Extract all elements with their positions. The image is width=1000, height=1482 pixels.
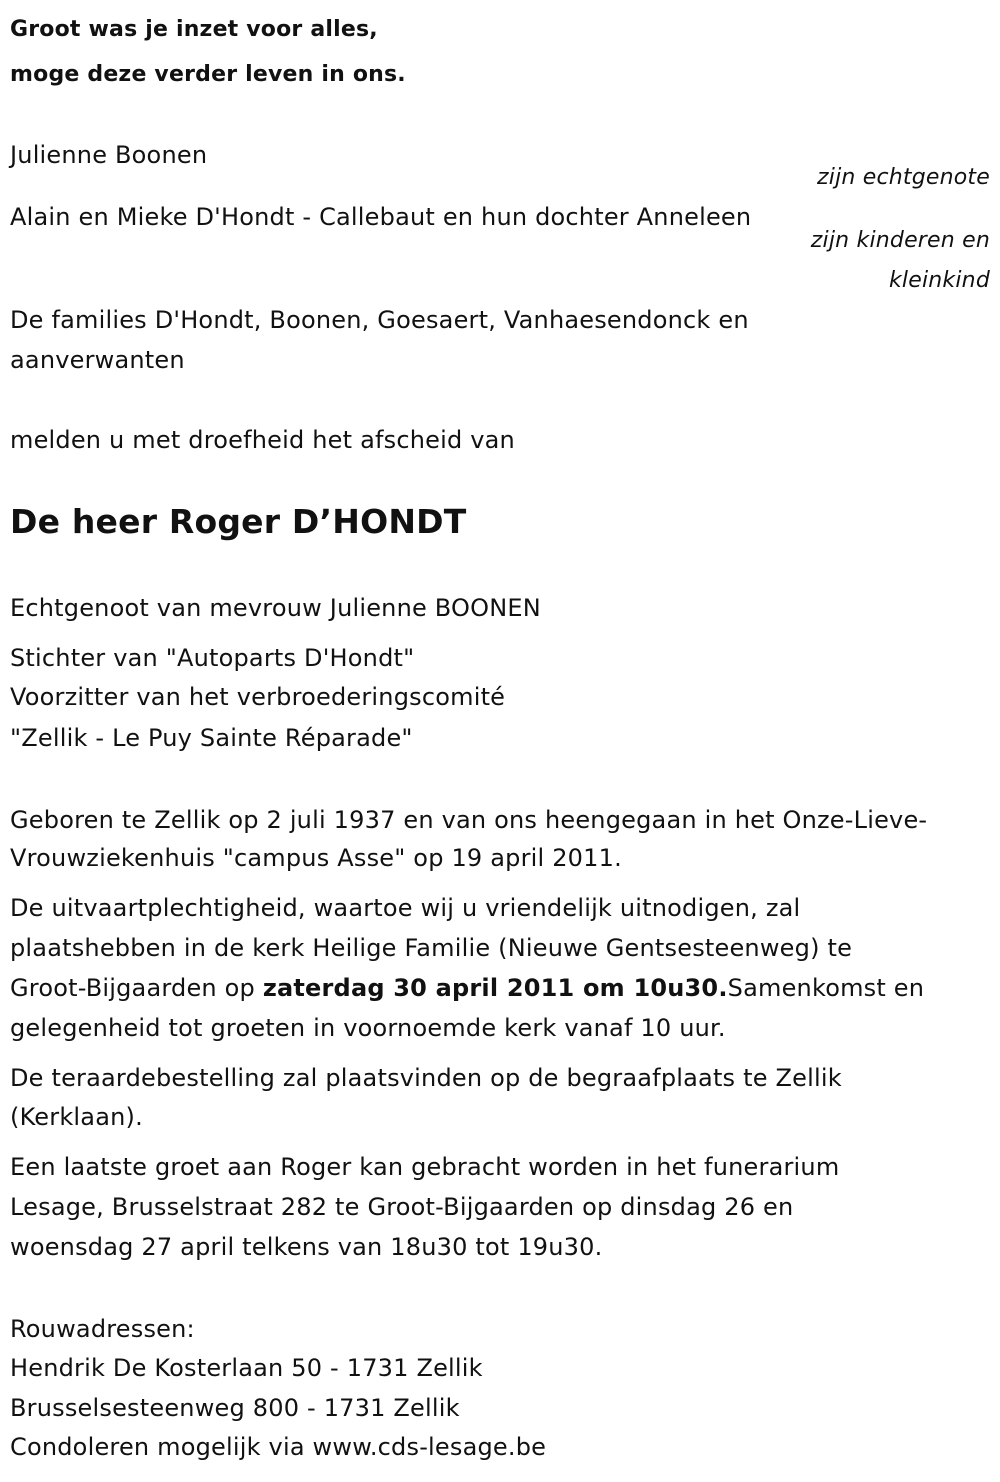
birth-death-line: Geboren te Zellik op 2 juli 1937 en van ons heengegaan in het Onze-Lieve- — [10, 806, 928, 834]
title-line: Echtgenoot van mevrouw Julienne BOONEN — [10, 594, 541, 622]
title-line: "Zellik - Le Puy Sainte Réparade" — [10, 724, 413, 752]
families-line: De families D'Hondt, Boonen, Goesaert, Vanhaesendonck en — [10, 306, 749, 334]
deceased-name: De heer Roger D’HONDT — [10, 502, 467, 541]
children-role: kleinkind — [888, 268, 990, 293]
funeral-line: gelegenheid tot groeten in voornoemde kerk vanaf 10 uur. — [10, 1014, 726, 1042]
funeral-gathering: Samenkomst en — [727, 974, 925, 1002]
birth-death-line: Vrouwziekenhuis "campus Asse" op 19 april 2011. — [10, 844, 622, 872]
burial-line: De teraardebestelling zal plaatsvinden op de begraafplaats te Zellik — [10, 1064, 842, 1092]
motto-line: moge deze verder leven in ons. — [10, 62, 406, 87]
addresses-label: Rouwadressen: — [10, 1315, 195, 1343]
spouse-name: Julienne Boonen — [10, 141, 208, 169]
announcement: melden u met droefheid het afscheid van — [10, 426, 515, 454]
title-line: Stichter van "Autoparts D'Hondt" — [10, 644, 415, 672]
address: Hendrik De Kosterlaan 50 - 1731 Zellik — [10, 1354, 483, 1382]
children-names: Alain en Mieke D'Hondt - Callebaut en hun dochter Anneleen — [10, 203, 752, 231]
funeral-line: plaatshebben in de kerk Heilige Familie (Nieuwe Gentsesteenweg) te — [10, 934, 853, 962]
motto-line: Groot was je inzet voor alles, — [10, 17, 378, 42]
burial-line: (Kerklaan). — [10, 1103, 143, 1131]
children-role: zijn kinderen en — [810, 228, 990, 253]
condolence-link[interactable]: Condoleren mogelijk via www.cds-lesage.be — [10, 1433, 547, 1461]
funeral-line — [10, 972, 924, 1004]
funeral-line: De uitvaartplechtigheid, waartoe wij u vriendelijk uitnodigen, zal — [10, 894, 801, 922]
last-greeting-line: Een laatste groet aan Roger kan gebracht worden in het funerarium — [10, 1153, 840, 1181]
title-line: Voorzitter van het verbroederingscomité — [10, 683, 506, 711]
last-greeting-line: Lesage, Brusselstraat 282 te Groot-Bijgaarden op dinsdag 26 en — [10, 1193, 794, 1221]
funeral-datetime: zaterdag 30 april 2011 om 10u30. — [262, 974, 728, 1002]
spouse-role: zijn echtgenote — [817, 165, 990, 190]
families-line: aanverwanten — [10, 346, 185, 374]
address: Brusselsesteenweg 800 - 1731 Zellik — [10, 1394, 460, 1422]
last-greeting-line: woensdag 27 april telkens van 18u30 tot 19u30. — [10, 1233, 603, 1261]
funeral-place: Groot-Bijgaarden op — [10, 974, 263, 1002]
